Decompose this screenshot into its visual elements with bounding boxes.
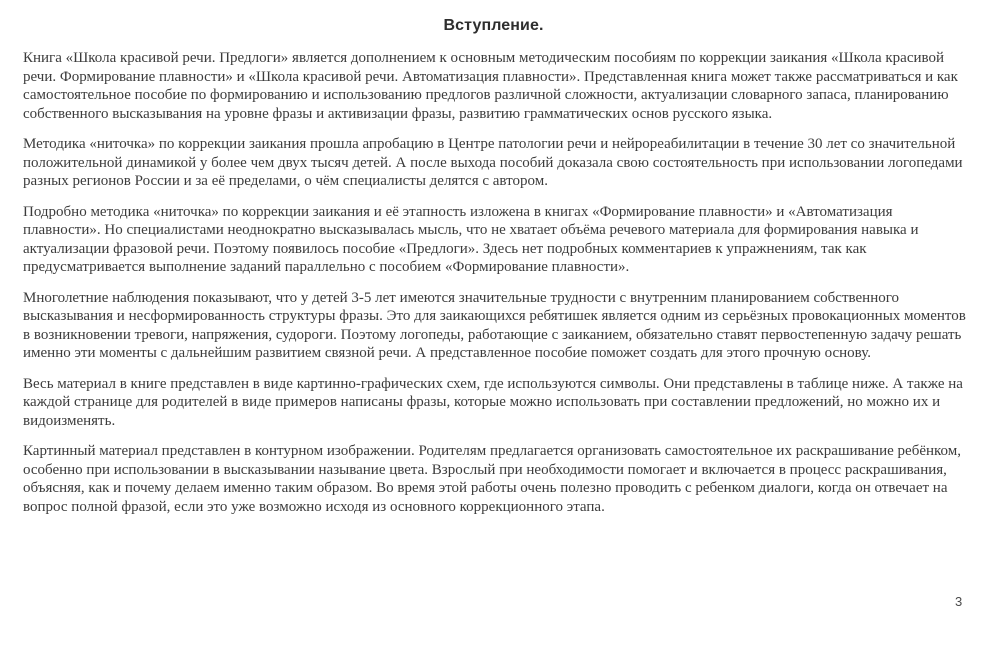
- paragraph-1: Книга «Школа красивой речи. Предлоги» является дополнением к основным методическим пособиям по коррекции заикания «Школа красивой речи. Формирование плавности» и «Школа красивой речи. Автоматизация плавности». Представленная книга может также рассматриваться и как самостоятельное пособие по формированию и использованию предлогов различной сложности, актуализации словарного запаса, планированию собственного высказывания на уровне фразы и активизации фразы, развитию грамматических основ русского языка.: [23, 50, 958, 122]
- paragraph-6: Картинный материал представлен в контурном изображении. Родителям предлагается организовать самостоятельное их раскрашивание ребёнком, особенно при использовании в высказывании называние цвета. Взрослый при необходимости помогает и включается в процесс раскрашивания, объясняя, как и почему делаем именно таким образом. Во время этой работы очень полезно проводить с ребенком диалоги, когда он отвечает на вопрос полной фразой, если это уже возможно исходя из основного коррекционного этапа.: [23, 443, 961, 515]
- paragraph-3: Подробно методика «ниточка» по коррекции заикания и её этапность изложена в книгах «Формирование плавности» и «Автоматизация плавности». Но специалистами неоднократно высказывалась мысль, что не хватает объёма речевого материала для формирования навыка и актуализации фразовой речи. Поэтому появилось пособие «Предлоги». Здесь нет подробных комментариев к упражнениям, так как предусматривается выполнение заданий параллельно с пособием «Формирование плавности».: [23, 203, 919, 275]
- page-number: 3: [955, 594, 963, 609]
- body-text: [23, 49, 971, 528]
- paragraph-4: Многолетние наблюдения показывают, что у детей 3-5 лет имеются значительные трудности с внутренним планированием собственного высказывания и несформированность структуры фразы. Это для заикающихся ребятишек является одним из серьёзных провокационных моментов в возникновении тревоги, напряжения, судороги. Поэтому логопеды, работающие с заиканием, обязательно ставят первостепенную задачу решать именно эти моменты с дальнейшим развитием связной речи. А представленное пособие поможет создать для этого прочную основу.: [23, 289, 966, 361]
- paragraph-2: Методика «ниточка» по коррекции заикания прошла апробацию в Центре патологии речи и нейрореабилитации в течение 30 лет со значительной положительной динамикой у более чем двух тысяч детей. А после выхода пособий доказала свою состоятельность при использовании логопедами разных регионов России и за её пределами, о чём специалисты делятся с автором.: [23, 136, 963, 189]
- page-title: Вступление.: [443, 17, 544, 34]
- paragraph-5: Весь материал в книге представлен в виде картинно-графических схем, где используются символы. Они представлены в таблице ниже. А также на каждой странице для родителей в виде примеров написаны фразы, которые можно использовать при составлении предложений, но можно их и видоизменять.: [23, 375, 963, 429]
